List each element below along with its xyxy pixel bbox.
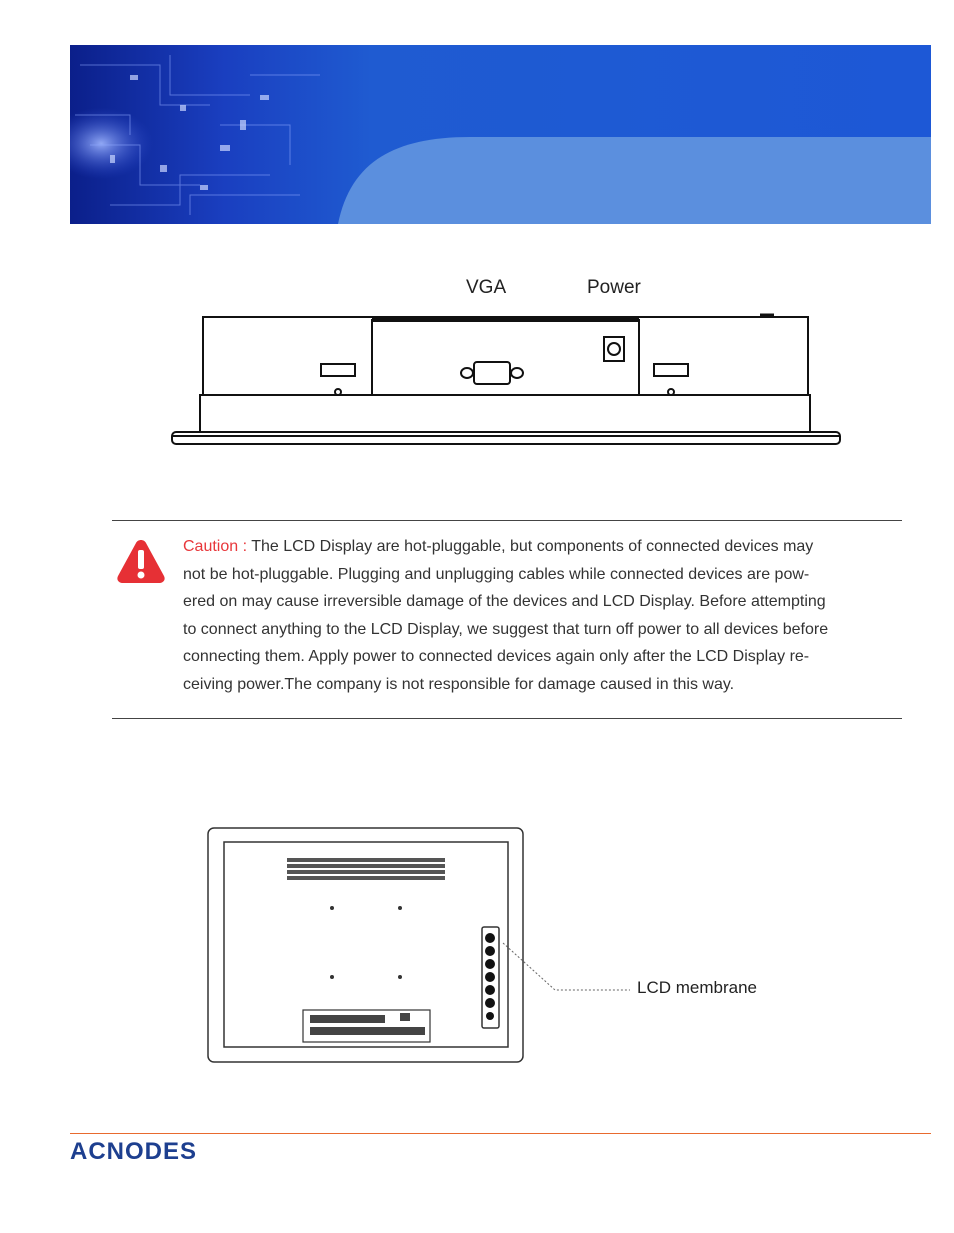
power-label: Power: [587, 277, 641, 298]
caution-line: to connect anything to the LCD Display, we suggest that turn off power to all devices before: [183, 620, 829, 638]
caution-top-rule: [112, 520, 902, 521]
caution-line: ered on may cause irreversible damage of the devices and LCD Display. Before attempting: [183, 593, 826, 611]
header-banner: [70, 45, 931, 224]
footer-rule: [70, 1133, 931, 1134]
warning-icon: [116, 538, 166, 584]
caution-line: Caution : The LCD Display are hot-pluggable, but components of connected devices may: [183, 538, 814, 555]
caution-line: connecting them. Apply power to connected devices again only after the LCD Display re-: [183, 648, 810, 666]
caution-paragraph: [183, 533, 883, 699]
acnodes-logo: ACNODES: [70, 1138, 198, 1165]
caution-line: not be hot-pluggable. Plugging and unplugging cables while connected devices are pow-: [183, 565, 810, 583]
circuit-board-banner: [70, 45, 931, 224]
lcd-membrane-callout: LCD membrane: [637, 978, 757, 997]
caution-label: Caution :: [183, 538, 248, 555]
vga-label: VGA: [466, 277, 507, 298]
caution-bottom-rule: [112, 718, 902, 719]
caution-line: ceiving power.The company is not responsible for damage caused in this way.: [183, 675, 735, 693]
panel-back-view-diagram: [205, 825, 765, 1065]
